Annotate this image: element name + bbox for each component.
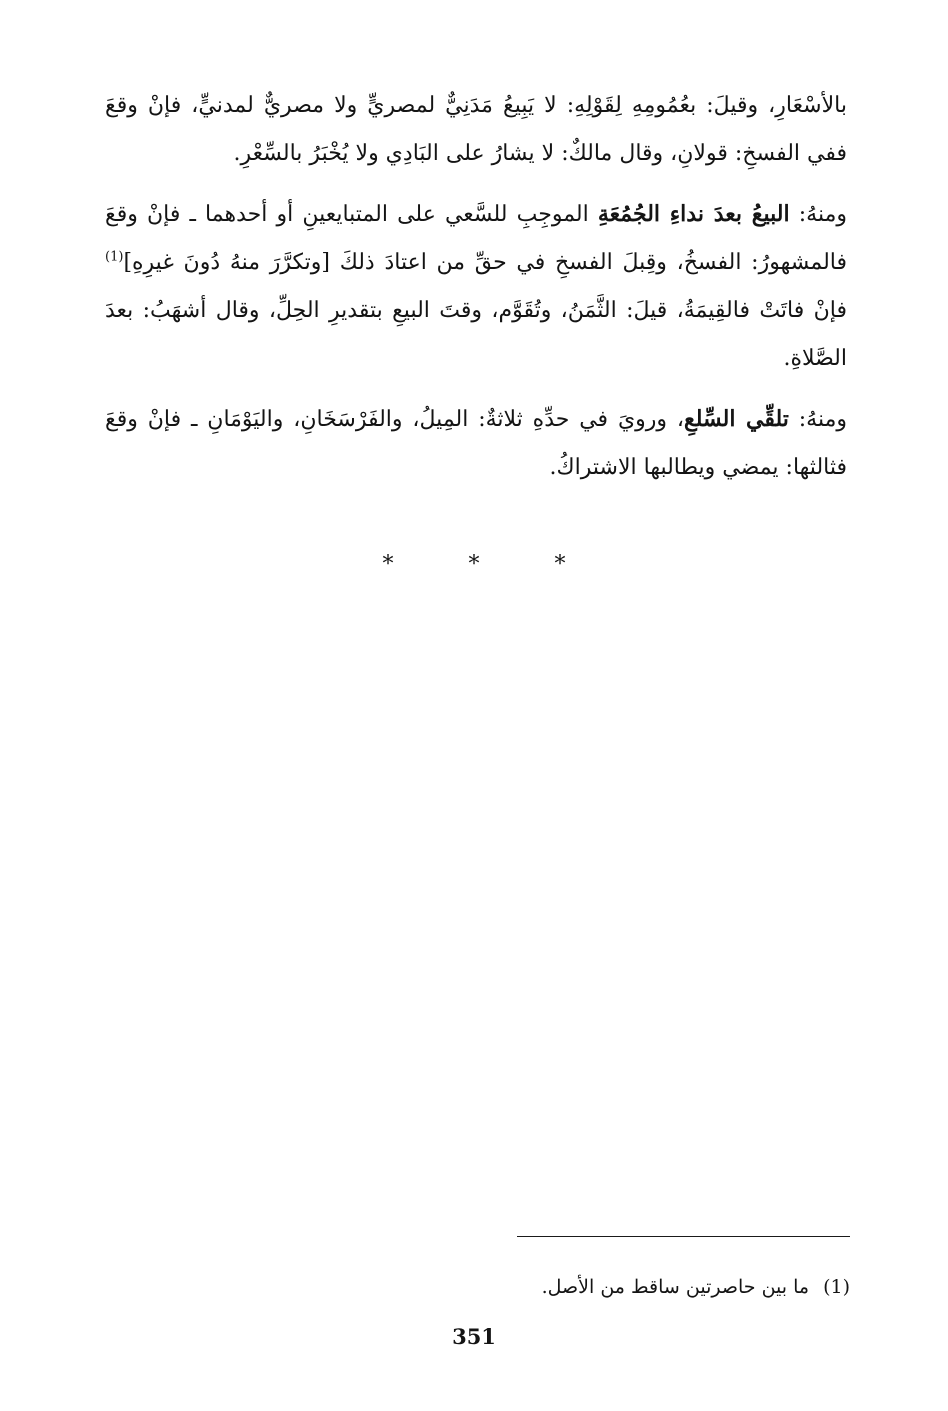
footnote-text: ما بين حاصرتين ساقط من الأصل. [541,1276,810,1298]
footnote-number: (1) [823,1276,850,1298]
paragraph-3-lead: ومنهُ: [788,407,847,432]
main-text [105,82,847,504]
paragraph-2-text-a: الموجِبِ للسَّعي على المتبايعينِ أو أحدهما ـ فإنْ وقعَ فالمشهورُ: الفسخُ، وقِبلَ الفسخِ في حقِّ من اعتادَ ذلكَ [وتكرَّرَ منهُ دُونَ غيرِهِ] [105,202,847,275]
paragraph-2-lead: ومنهُ: [789,202,847,227]
paragraph-2-heading: البيعُ بعدَ نداءِ الجُمُعَةِ [597,201,790,227]
paragraph-3 [105,395,847,492]
paragraph-1 [105,82,847,178]
paragraph-1-text: بالأسْعَارِ، وقيلَ: بعُمُومِهِ لِقَوْلِهِ: لا يَبِيعُ مَدَنِيٌّ لمصريٍّ ولا مصريٌّ لمدنيٍّ، فإنْ وقعَ ففي الفسخِ: قولانِ، وقال مالكٌ: لا يشارُ على البَادِي ولا يُخْبَرُ بالسِّعْرِ. [105,93,847,166]
paragraph-3-text: ، ورويَ في حدِّهِ ثلاثةٌ: المِيلُ، والفَرْسَخَانِ، واليَوْمَانِ ـ فإنْ وقعَ فثالثها: يمضي ويطالبها الاشتراكُ. [105,407,847,480]
footnote-reference: (1) [105,249,124,265]
section-divider: * * * [382,552,600,577]
footnote-separator-line [517,1236,850,1237]
paragraph-2 [105,190,847,383]
footnote [300,1272,850,1302]
paragraph-3-heading: تلقِّي السِّلعِ [684,406,789,432]
page-number: 351 [452,1324,496,1349]
paragraph-2-text-b: فإنْ فاتَتْ فالقِيمَةُ، قيلَ: الثَّمَنُ، وتُقَوَّم، وقتَ البيعِ بتقديرِ الحِلِّ، وقال أشهَبُ: بعدَ الصَّلاةِ. [105,298,847,371]
